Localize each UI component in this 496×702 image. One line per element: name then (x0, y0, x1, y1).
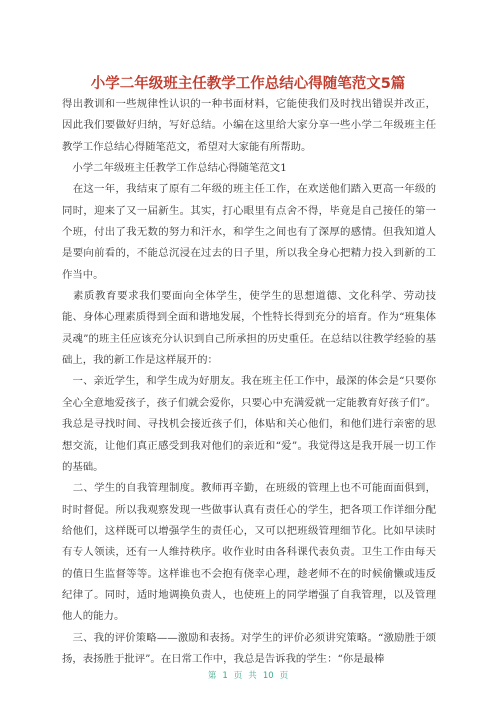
paragraph: 在这一年，我结束了原有二年级的班主任工作，在欢送他们踏入更高一年级的同时，迎来了又一届新生。其实，打心眼里有点舍不得，毕竟是自己接任的第一个班，付出了我无数的努力和汗水，和学生之间也有了深厚的感情。但我知道人是要向前看的，不能总沉浸在过去的日子里，所以我全身心把精力投入到新的工作当中。 (62, 183, 436, 281)
page-footer (0, 669, 496, 681)
paragraph: 二、学生的自我管理制度。教师再辛勤，在班级的管理上也不可能面面俱到，时时督促。所以我观察发现一些做事认真有责任心的学生，把各项工作详细分配给他们，这样既可以增强学生的责任心，又可以把班级管理细节化。比如早读时有专人领读，还有一人维持秩序。收作业时由各科课代表负责。卫生工作由每天的值日生监督等等。这样谁也不会抱有侥幸心理，趁老师不在的时候偷懒或违反纪律了。同时，适时地调换负责人，也使班上的同学增强了自我管理，以及管理他人的能力。 (62, 482, 436, 623)
document-title: 小学二年级班主任教学工作总结心得随笔范文5篇 (90, 76, 406, 92)
document-body (62, 94, 436, 670)
footer-total-label: 共 (248, 671, 257, 681)
footer-page-unit: 页 (233, 671, 243, 681)
paragraph: 一、亲近学生，和学生成为好朋友。我在班主任工作中，最深的体会是“只要你全心全意地爱孩子，孩子们就会爱你，只要心中充满爱就一定能教育好孩子们”。我总是寻找时间、寻找机会接近孩子们，体贴和关心他们，和他们进行亲密的思想交流，让他们真正感受到我对他们的亲近和“爱”。我觉得这是我开展一切工作的基础。 (62, 375, 436, 473)
footer-total-unit: 页 (279, 671, 289, 681)
paragraph-intro: 得出教训和一些规律性认识的一种书面材料，它能使我们及时找出错误并改正，因此我们要做好归纳，写好总结。小编在这里给大家分享一些小学二年级班主任教学工作总结心得随笔范文，希望对大家能有所帮助。 (62, 98, 436, 153)
section-heading: 小学二年级班主任教学工作总结心得随笔范文1 (62, 162, 287, 175)
paragraph: 素质教育要求我们要面向全体学生，使学生的思想道德、文化科学、劳动技能、身体心理素质得到全面和谐地发展，个性特长得到充分的培育。作为“班集体灵魂”的班主任应该充分认识到自己所承担的历史重任。在总结以往教学经验的基础上，我的新工作是这样展开的： (62, 290, 436, 367)
footer-page-label: 第 (207, 671, 217, 681)
paragraph: 三、我的评价策略——激励和表扬。对学生的评价必须讲究策略。“激励胜于颂扬，表扬胜于批评”。在日常工作中，我总是告诉我的学生：“你是最棒 (62, 631, 436, 665)
footer-total-pages: 10 (262, 671, 274, 681)
footer-page-number: 1 (222, 671, 228, 681)
